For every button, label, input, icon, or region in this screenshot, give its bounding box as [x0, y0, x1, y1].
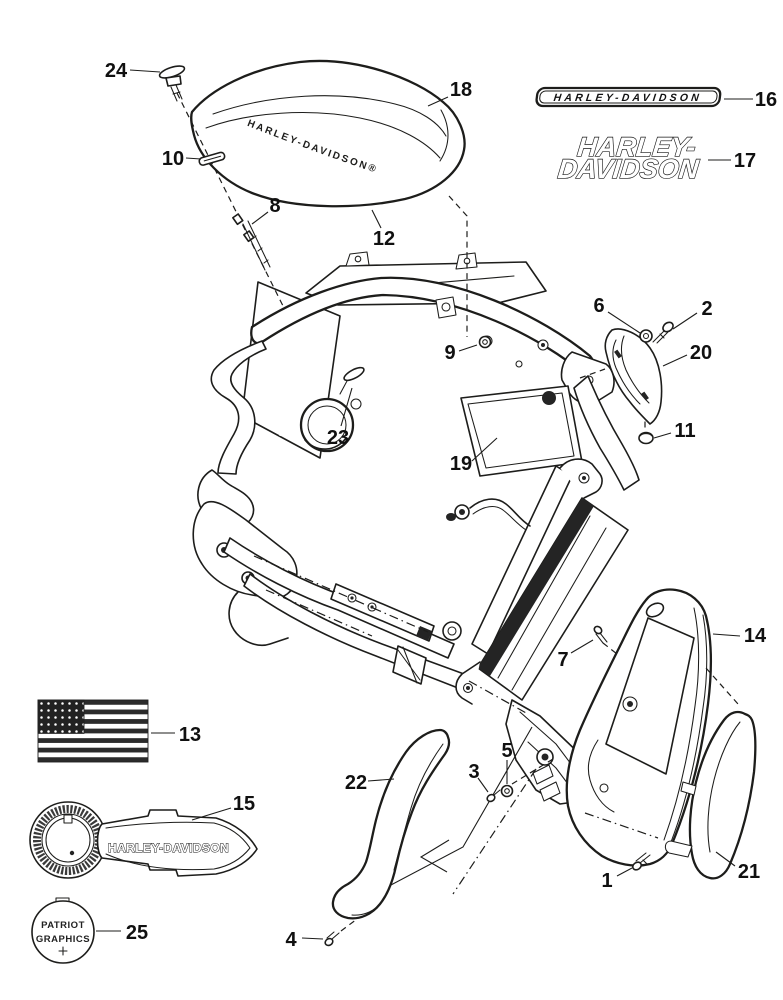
- nameplate-badge: [536, 88, 721, 106]
- callout-18: 18: [449, 79, 473, 101]
- callout-1: 1: [601, 870, 613, 892]
- callout-4: 4: [285, 929, 297, 951]
- callout-11: 11: [674, 420, 696, 442]
- tank-logo: [556, 131, 702, 184]
- callout-15: 15: [232, 793, 256, 815]
- push-pin-24: [158, 64, 186, 101]
- callout-2: 2: [701, 298, 713, 320]
- tank-logo-line2: DAVIDSON: [556, 153, 701, 184]
- callout-7: 7: [557, 649, 569, 671]
- screws-8: [233, 214, 270, 270]
- callout-6: 6: [593, 295, 605, 317]
- tank-logo-line1: HARLEY-: [575, 131, 698, 162]
- washer-5: [502, 786, 513, 797]
- callout-12: 12: [372, 228, 396, 250]
- screw-4: [324, 932, 339, 947]
- callout-20: 20: [689, 342, 713, 364]
- callout-3: 3: [468, 761, 480, 783]
- patriot-graphics-sticker: [32, 898, 94, 963]
- clip-23: [340, 365, 366, 394]
- callout-14: 14: [743, 625, 767, 647]
- callout-25: 25: [125, 922, 149, 944]
- frame-assembly: [193, 252, 639, 804]
- screw-7: [593, 625, 607, 643]
- callout-21: 21: [737, 861, 761, 883]
- callout-19: 19: [449, 453, 473, 475]
- callout-22: 22: [344, 772, 368, 794]
- patriot-line1: PATRIOT: [41, 920, 85, 931]
- callout-9: 9: [444, 342, 456, 364]
- clip-11: [639, 433, 653, 444]
- patriot-line2: GRAPHICS: [35, 934, 91, 945]
- callout-17: 17: [733, 150, 757, 172]
- callout-23: 23: [326, 427, 350, 449]
- callout-10: 10: [161, 148, 185, 170]
- key-decal: [30, 802, 257, 878]
- callout-13: 13: [178, 724, 202, 746]
- washer-9: [480, 337, 491, 348]
- console-harley-davidson-decal: HARLEY-DAVIDSON®: [245, 118, 380, 176]
- callout-8: 8: [269, 195, 281, 217]
- nameplate-text: HARLEY-DAVIDSON: [552, 92, 703, 105]
- callout-16: 16: [754, 89, 778, 111]
- flag-decal: [38, 700, 148, 762]
- key-harley-davidson-text: HARLEY-DAVIDSON: [108, 841, 230, 855]
- callout-24: 24: [104, 60, 128, 82]
- callout-5: 5: [501, 740, 513, 762]
- washer-6: [640, 330, 652, 342]
- screw-2: [653, 320, 675, 343]
- console-cover: [191, 61, 464, 206]
